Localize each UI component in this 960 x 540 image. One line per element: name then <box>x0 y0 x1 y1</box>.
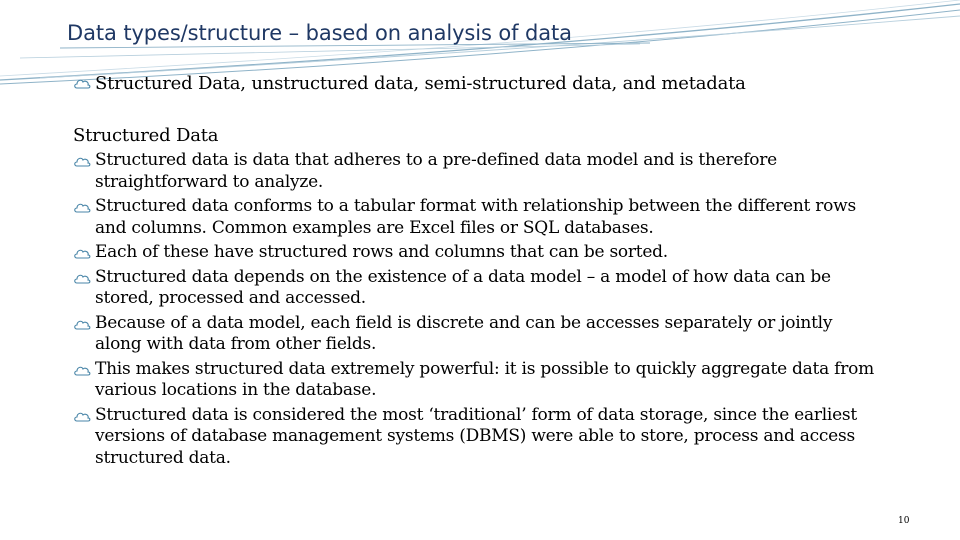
list-item <box>73 242 883 264</box>
list-item-text: Because of a data model, each field is discrete and can be accesses separately or jointly along with data from other fields. <box>95 312 833 354</box>
list-item <box>73 405 883 470</box>
cloud-bullet-icon <box>73 273 91 285</box>
list-item-text: Structured data conforms to a tabular format with relationship between the different rows and columns. Common examples are Excel files or SQL databases. <box>95 196 856 238</box>
slide-title: Data types/structure – based on analysis of data <box>67 21 572 45</box>
page-number: 10 <box>898 516 910 526</box>
list-item-text: Structured data is considered the most ‘traditional’ form of data storage, since the earliest versions of database management systems (DBMS) were able to store, process and access structured data. <box>95 404 857 468</box>
cloud-bullet-icon <box>73 202 91 214</box>
list-item-text: Structured data is data that adheres to a pre-defined data model and is therefore straightforward to analyze. <box>95 150 777 192</box>
lead-bullet <box>73 72 746 96</box>
list-item <box>73 150 883 193</box>
bullet-list <box>73 150 883 472</box>
list-item-text: This makes structured data extremely powerful: it is possible to quickly aggregate data from various locations in the database. <box>95 358 874 400</box>
list-item-text: Structured data depends on the existence of a data model – a model of how data can be stored, processed and accessed. <box>95 266 831 308</box>
list-item <box>73 196 883 239</box>
cloud-bullet-icon <box>73 411 91 423</box>
list-item <box>73 359 883 402</box>
list-item <box>73 313 883 356</box>
cloud-bullet-icon <box>73 365 91 377</box>
cloud-bullet-icon <box>73 248 91 260</box>
list-item-text: Each of these have structured rows and columns that can be sorted. <box>95 242 668 262</box>
cloud-bullet-icon <box>73 319 91 331</box>
lead-bullet-text: Structured Data, unstructured data, semi-structured data, and metadata <box>95 73 746 94</box>
cloud-bullet-icon <box>73 156 91 168</box>
cloud-bullet-icon <box>73 78 91 90</box>
list-item <box>73 267 883 310</box>
section-heading: Structured Data <box>73 125 219 146</box>
